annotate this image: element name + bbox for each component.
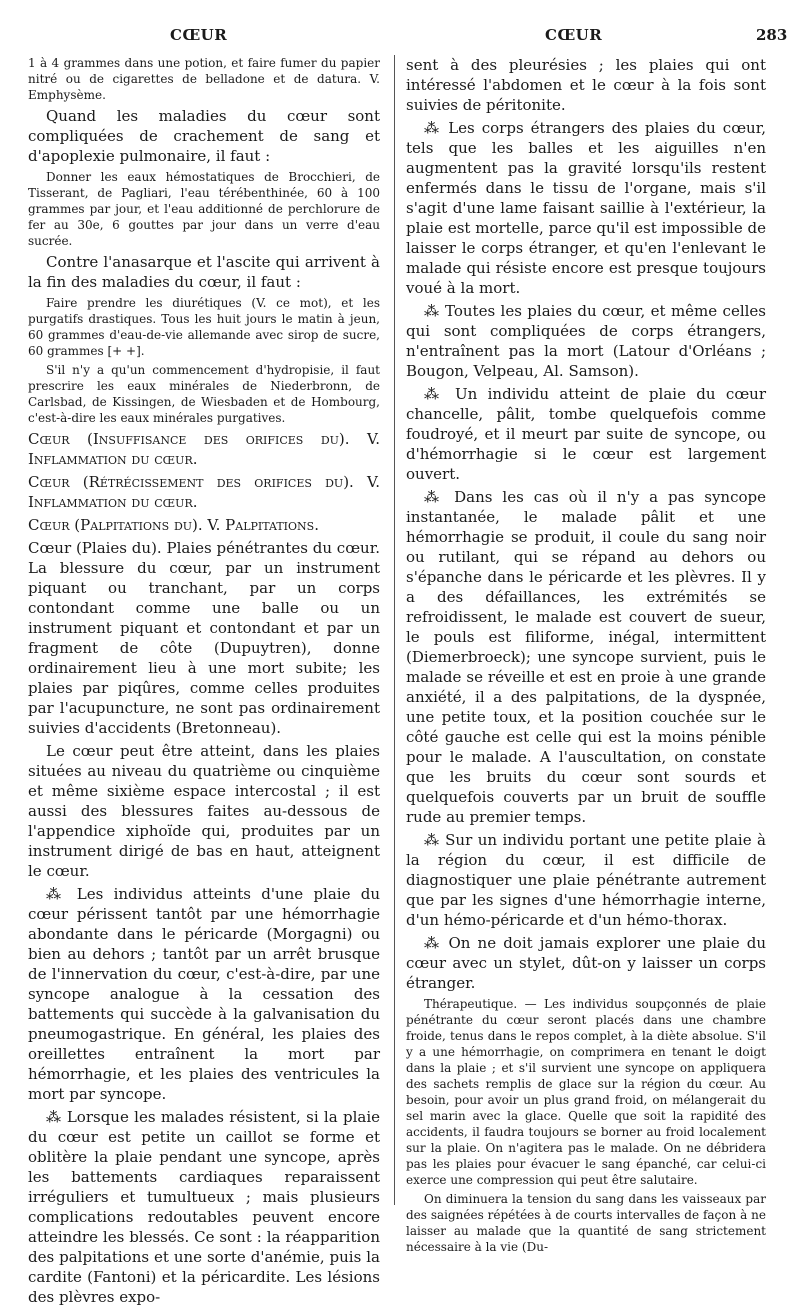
paragraph: S'il n'y a qu'un commencement d'hydropisie, il faut prescrire les eaux minérales de Niederbronn, de Carlsbad, de Kissingen, de Wiesbaden et de Hombourg, c'est-à-dire les eaux minérales purgatives.: [28, 363, 380, 425]
paragraph: On diminuera la tension du sang dans les vaisseaux par des saignées répétées à de courts intervalles de façon à ne laisser au malade que la quantité de sang strictement nécessaire à la vie (Du-: [406, 1192, 766, 1254]
paragraph: ⁂ Les individus atteints d'une plaie du cœur périssent tantôt par une hémorrhagie abondante dans le péricarde (Morgagni) ou bien au dehors ; tantôt par un arrêt brusque de l'innervation du cœur, c'est-à-dire, par une syncope analogue à la cessation des battements qui succède à la galvanisation du pneumogastrique. En général, les plaies des oreillettes entraînent la mort par hémorrhagie, et les plaies des ventricules la mort par syncope.: [28, 885, 380, 1103]
paragraph: Faire prendre les diurétiques (V. ce mot), et les purgatifs drastiques. Tous les huit jours le matin à jeun, 60 grammes d'eau-de-vie allemande avec sirop de sucre, 60 grammes [+ +].: [28, 296, 380, 358]
paragraph: ⁂ Sur un individu portant une petite plaie à la région du cœur, il est difficile de diagnostiquer une plaie pénétrante autrement que par les signes d'une hémorrhagie interne, d'un hémo-péricarde et d'un hémo-thorax.: [406, 831, 766, 929]
entry-paragraph: Cœur (Plaies du). Plaies pénétrantes du cœur. La blessure du cœur, par un instrument piquant ou tranchant, par un corps contondant comme une balle ou un instrument piquant et contondant et par un fragment de côte (Dupuytren), donne ordinairement lieu à une mort subite; les plaies par piqûres, comme celles produites par l'acupuncture, ne sont pas ordinairement suivies d'accidents (Bretonneau).: [28, 539, 380, 737]
paragraph: Le cœur peut être atteint, dans les plaies situées au niveau du quatrième ou cinquième et même sixième espace intercostal ; il est aussi des blessures faites au-dessous de l'appendice xiphoïde qui, produites par un instrument dirigé de bas en haut, atteignent le cœur.: [28, 742, 380, 880]
header-right-title: CŒUR: [545, 26, 603, 44]
entry-heading: Cœur (Palpitations du). V. Palpitations.: [28, 516, 319, 534]
running-header: [0, 26, 800, 50]
paragraph: ⁂ Un individu atteint de plaie du cœur chancelle, pâlit, tombe quelquefois comme foudroyé, et il meurt par suite de syncope, ou d'hémorrhagie si le cœur est largement ouvert.: [406, 385, 766, 483]
paragraph: ⁂ Toutes les plaies du cœur, et même celles qui sont compliquées de corps étrangers, n'entraînent pas la mort (Latour d'Orléans ; Bougon, Velpeau, Al. Samson).: [406, 302, 766, 380]
paragraph: ⁂ Les corps étrangers des plaies du cœur, tels que les balles et les aiguilles n'en augmentent pas la gravité lorsqu'ils restent enfermés dans le tissu de l'organe, mais s'il s'agit d'une lame faisant saillie à l'extérieur, la plaie est mortelle, parce qu'il est impossible de laisser le corps étranger, et qu'en l'enlevant le malade qui résiste encore est presque toujours voué à la mort.: [406, 119, 766, 297]
paragraph: 1 à 4 grammes dans une potion, et faire fumer du papier nitré ou de cigarettes de belladone et de datura. V. Emphysème.: [28, 56, 380, 102]
therapeutics-paragraph: Thérapeutique. — Les individus soupçonnés de plaie pénétrante du cœur seront placés dans une chambre froide, tenus dans le repos complet, à la diète absolue. S'il y a une hémorrhagie, on comprimera en tenant le doigt dans la plaie ; et s'il survient une syncope on appliquera des sachets remplis de glace sur la région du cœur. Au besoin, pour avoir un plus grand froid, on mélangerait du sel marin avec la glace. Quelle que soit la rapidité des accidents, il faudra toujours se borner au froid localement sur la plaie. On n'agitera pas le malade. On ne débridera pas les plaies pour évacuer le sang épanché, car celui-ci exerce une compression qui peut être salutaire.: [406, 997, 766, 1187]
right-column: [406, 55, 766, 1258]
paragraph: Donner les eaux hémostatiques de Brocchieri, de Tisserant, de Pagliari, l'eau térébenthinée, 60 à 100 grammes par jour, et l'eau additionné de perchlorure de fer au 30e, 6 gouttes par jour dans un verre d'eau sucrée.: [28, 170, 380, 248]
page-number: 283: [756, 26, 788, 44]
paragraph: sent à des pleurésies ; les plaies qui ont intéressé l'abdomen et le cœur à la fois sont suivies de péritonite.: [406, 56, 766, 114]
paragraph: ⁂ Lorsque les malades résistent, si la plaie du cœur est petite un caillot se forme et oblitère la plaie pendant une syncope, après les battements cardiaques reparaissent irréguliers et tumultueux ; mais plusieurs complications redoutables peuvent encore atteindre les blessés. Ce sont : la réapparition des palpitations et une sorte d'anémie, puis la cardite (Fantoni) et la péricardite. Les lésions des plèvres expo-: [28, 1108, 380, 1306]
header-left-title: CŒUR: [170, 26, 228, 44]
entry-heading: Cœur (Rétrécissement des orifices du). V. Inflammation du cœur.: [28, 473, 380, 511]
paragraph: Contre l'anasarque et l'ascite qui arrivent à la fin des maladies du cœur, il faut :: [28, 253, 380, 291]
entry-heading: Cœur (Insuffisance des orifices du). V. Inflammation du cœur.: [28, 430, 380, 468]
column-divider: [394, 55, 395, 1205]
paragraph: ⁂ On ne doit jamais explorer une plaie du cœur avec un stylet, dût-on y laisser un corps étranger.: [406, 934, 766, 992]
paragraph: ⁂ Dans les cas où il n'y a pas syncope instantanée, le malade pâlit et une hémorrhagie se produit, il coule du sang noir ou rutilant, qui se répand au dehors ou s'épanche dans le péricarde et les plèvres. Il y a des défaillances, les extrémités se refroidissent, le malade est couvert de sueur, le pouls est filiforme, inégal, intermittent (Diemerbroeck); une syncope survient, puis le malade se réveille et est en proie à une grande anxiété, il a des palpitations, de la dyspnée, une petite toux, et la position couchée sur le côté gauche est celle qui est la moins pénible pour le malade. A l'auscultation, on constate que les bruits du cœur sont sourds et quelquefois couverts par un bruit de souffle rude au premier temps.: [406, 488, 766, 826]
left-column: [28, 55, 380, 1310]
paragraph: Quand les maladies du cœur sont compliquées de crachement de sang et d'apoplexie pulmonaire, il faut :: [28, 107, 380, 165]
